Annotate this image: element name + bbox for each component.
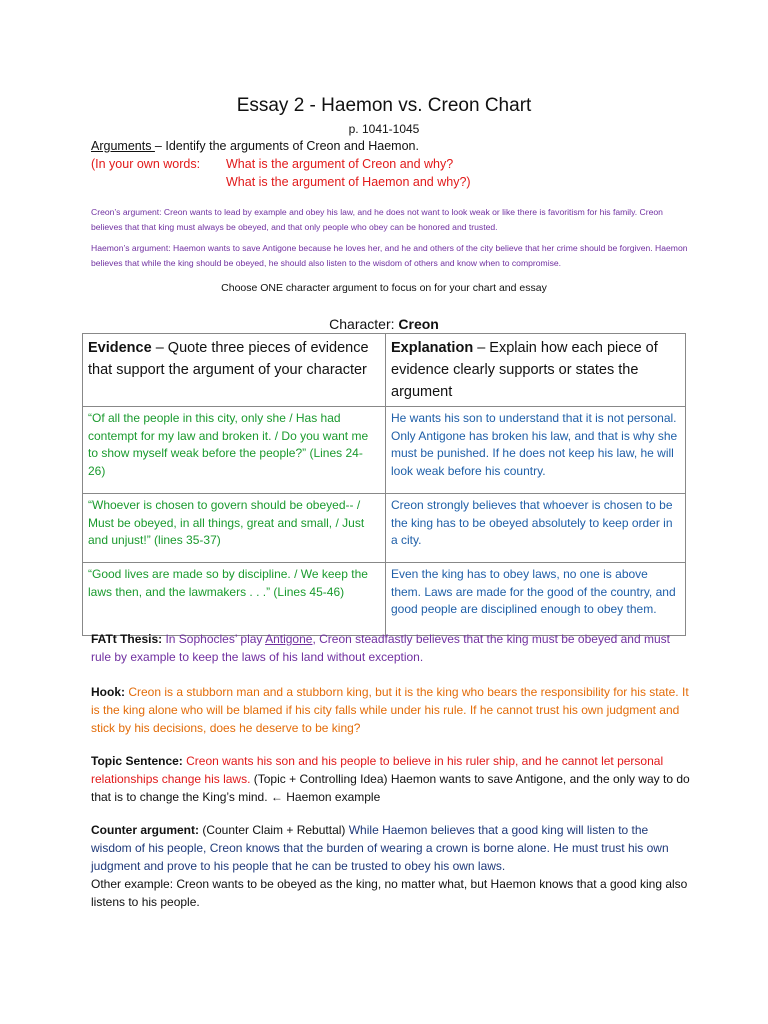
page-title: Essay 2 - Haemon vs. Creon Chart xyxy=(236,95,532,116)
haemon-argument: Haemon’s argument: Haemon wants to save Antigone because he loves her, and he and others of the city believe that her crime should be forgiven. Haemon believes that while the king should be obeyed, he should also listen to the wisdom of others and know when to compromise. xyxy=(91,243,688,268)
table-row xyxy=(83,407,686,494)
chart-header-row xyxy=(83,334,686,407)
creon-argument: Creon’s argument: Creon wants to lead by example and obey his law, and he does not want to look weak or like there is favoritism for his family. Creon believes that that king must always be obeyed, and that only people who obey can be honored and trusted. xyxy=(91,207,663,232)
thesis-pre: In Sophocles’ play xyxy=(165,632,266,646)
thesis-play: Antigone xyxy=(265,632,313,646)
evidence-cell: “Good lives are made so by discipline. / We keep the laws then, and the lawmakers . . .” (Lines 45-46) xyxy=(83,563,386,636)
thesis-label: FATt Thesis: xyxy=(91,632,166,646)
counter-text: While Haemon believes that a good king will listen to the wisdom of his people, Creon knows that the burden of wearing a crown is borne alone. He must trust his own judgment and prove to his people that he can be trusted to obey his own laws. xyxy=(91,823,669,873)
own-words-label: (In your own words: xyxy=(91,157,201,171)
counter-paren: (Counter Claim + Rebuttal) xyxy=(202,823,349,837)
explanation-header xyxy=(386,334,686,407)
question-haemon: What is the argument of Haemon and why?) xyxy=(226,175,471,189)
question-creon: What is the argument of Creon and why? xyxy=(226,157,454,171)
topic-rest: (Topic + Controlling Idea) Haemon wants to save Antigone, and the only way to do that is to change the King’s mind. ← Haemon example xyxy=(91,772,690,804)
explanation-cell: Even the king has to obey laws, no one is above them. Laws are made for the good of the country, and good people are disciplined enough to obey them. xyxy=(386,563,686,636)
page-range: p. 1041-1045 xyxy=(348,122,420,136)
other-example: Other example: Creon wants to be obeyed as the king, no matter what, but Haemon knows that a good king also listens to his people. xyxy=(91,877,688,909)
topic-paragraph xyxy=(91,752,691,806)
evidence-chart xyxy=(82,333,686,636)
arguments-text: – Identify the arguments of Creon and Haemon. xyxy=(154,139,419,153)
table-row xyxy=(83,494,686,563)
explanation-header-bold: Explanation xyxy=(391,340,474,356)
evidence-cell: “Of all the people in this city, only she / Has had contempt for my law and broken it. / Do you want me to show myself weak before the people?” (Lines 24-26) xyxy=(83,407,386,494)
character-label: Character: xyxy=(329,316,395,332)
hook-label: Hook: xyxy=(91,685,129,699)
topic-label: Topic Sentence: xyxy=(91,754,187,768)
explanation-cell: Creon strongly believes that whoever is chosen to be the king has to be obeyed absolutely to keep order in a city. xyxy=(386,494,686,563)
hook-paragraph xyxy=(91,683,691,737)
thesis-paragraph xyxy=(91,630,691,666)
table-row xyxy=(83,563,686,636)
arguments-label: Arguments xyxy=(91,139,155,153)
evidence-header-text: – Quote three pieces of evidence that support the argument of your character xyxy=(88,340,369,378)
counter-label: Counter argument: xyxy=(91,823,203,837)
evidence-header-bold: Evidence xyxy=(88,340,152,356)
explanation-cell: He wants his son to understand that it is not personal. Only Antigone has broken his law, and that is why she must be punished. If he does not keep his law, he will look weak before his country. xyxy=(386,407,686,494)
character-heading xyxy=(0,315,768,333)
evidence-header xyxy=(83,334,386,407)
choose-instruction: Choose ONE character argument to focus on for your chart and essay xyxy=(221,282,547,294)
evidence-cell: “Whoever is chosen to govern should be obeyed-- / Must be obeyed, in all things, great and small, / Just and unjust!” (lines 35-37) xyxy=(83,494,386,563)
character-name: Creon xyxy=(398,316,439,332)
thesis-post: , Creon steadfastly believes that the king must be obeyed and must rule by example to keep the laws of his land without exception. xyxy=(91,632,670,664)
counter-paragraph xyxy=(91,821,691,911)
topic-claim: Creon wants his son and his people to believe in his ruler ship, and he cannot let personal relationships change his laws. xyxy=(91,754,664,786)
explanation-header-text: – Explain how each piece of evidence clearly supports or states the argument xyxy=(391,340,658,400)
arguments-instructions xyxy=(91,137,471,191)
hook-text: Creon is a stubborn man and a stubborn king, but it is the king who bears the responsibility for his state. It is the king alone who will be blamed if his city falls while under his rule. If he cannot trust his own judgment and stick by his decisions, does he deserve to be king? xyxy=(91,685,689,735)
